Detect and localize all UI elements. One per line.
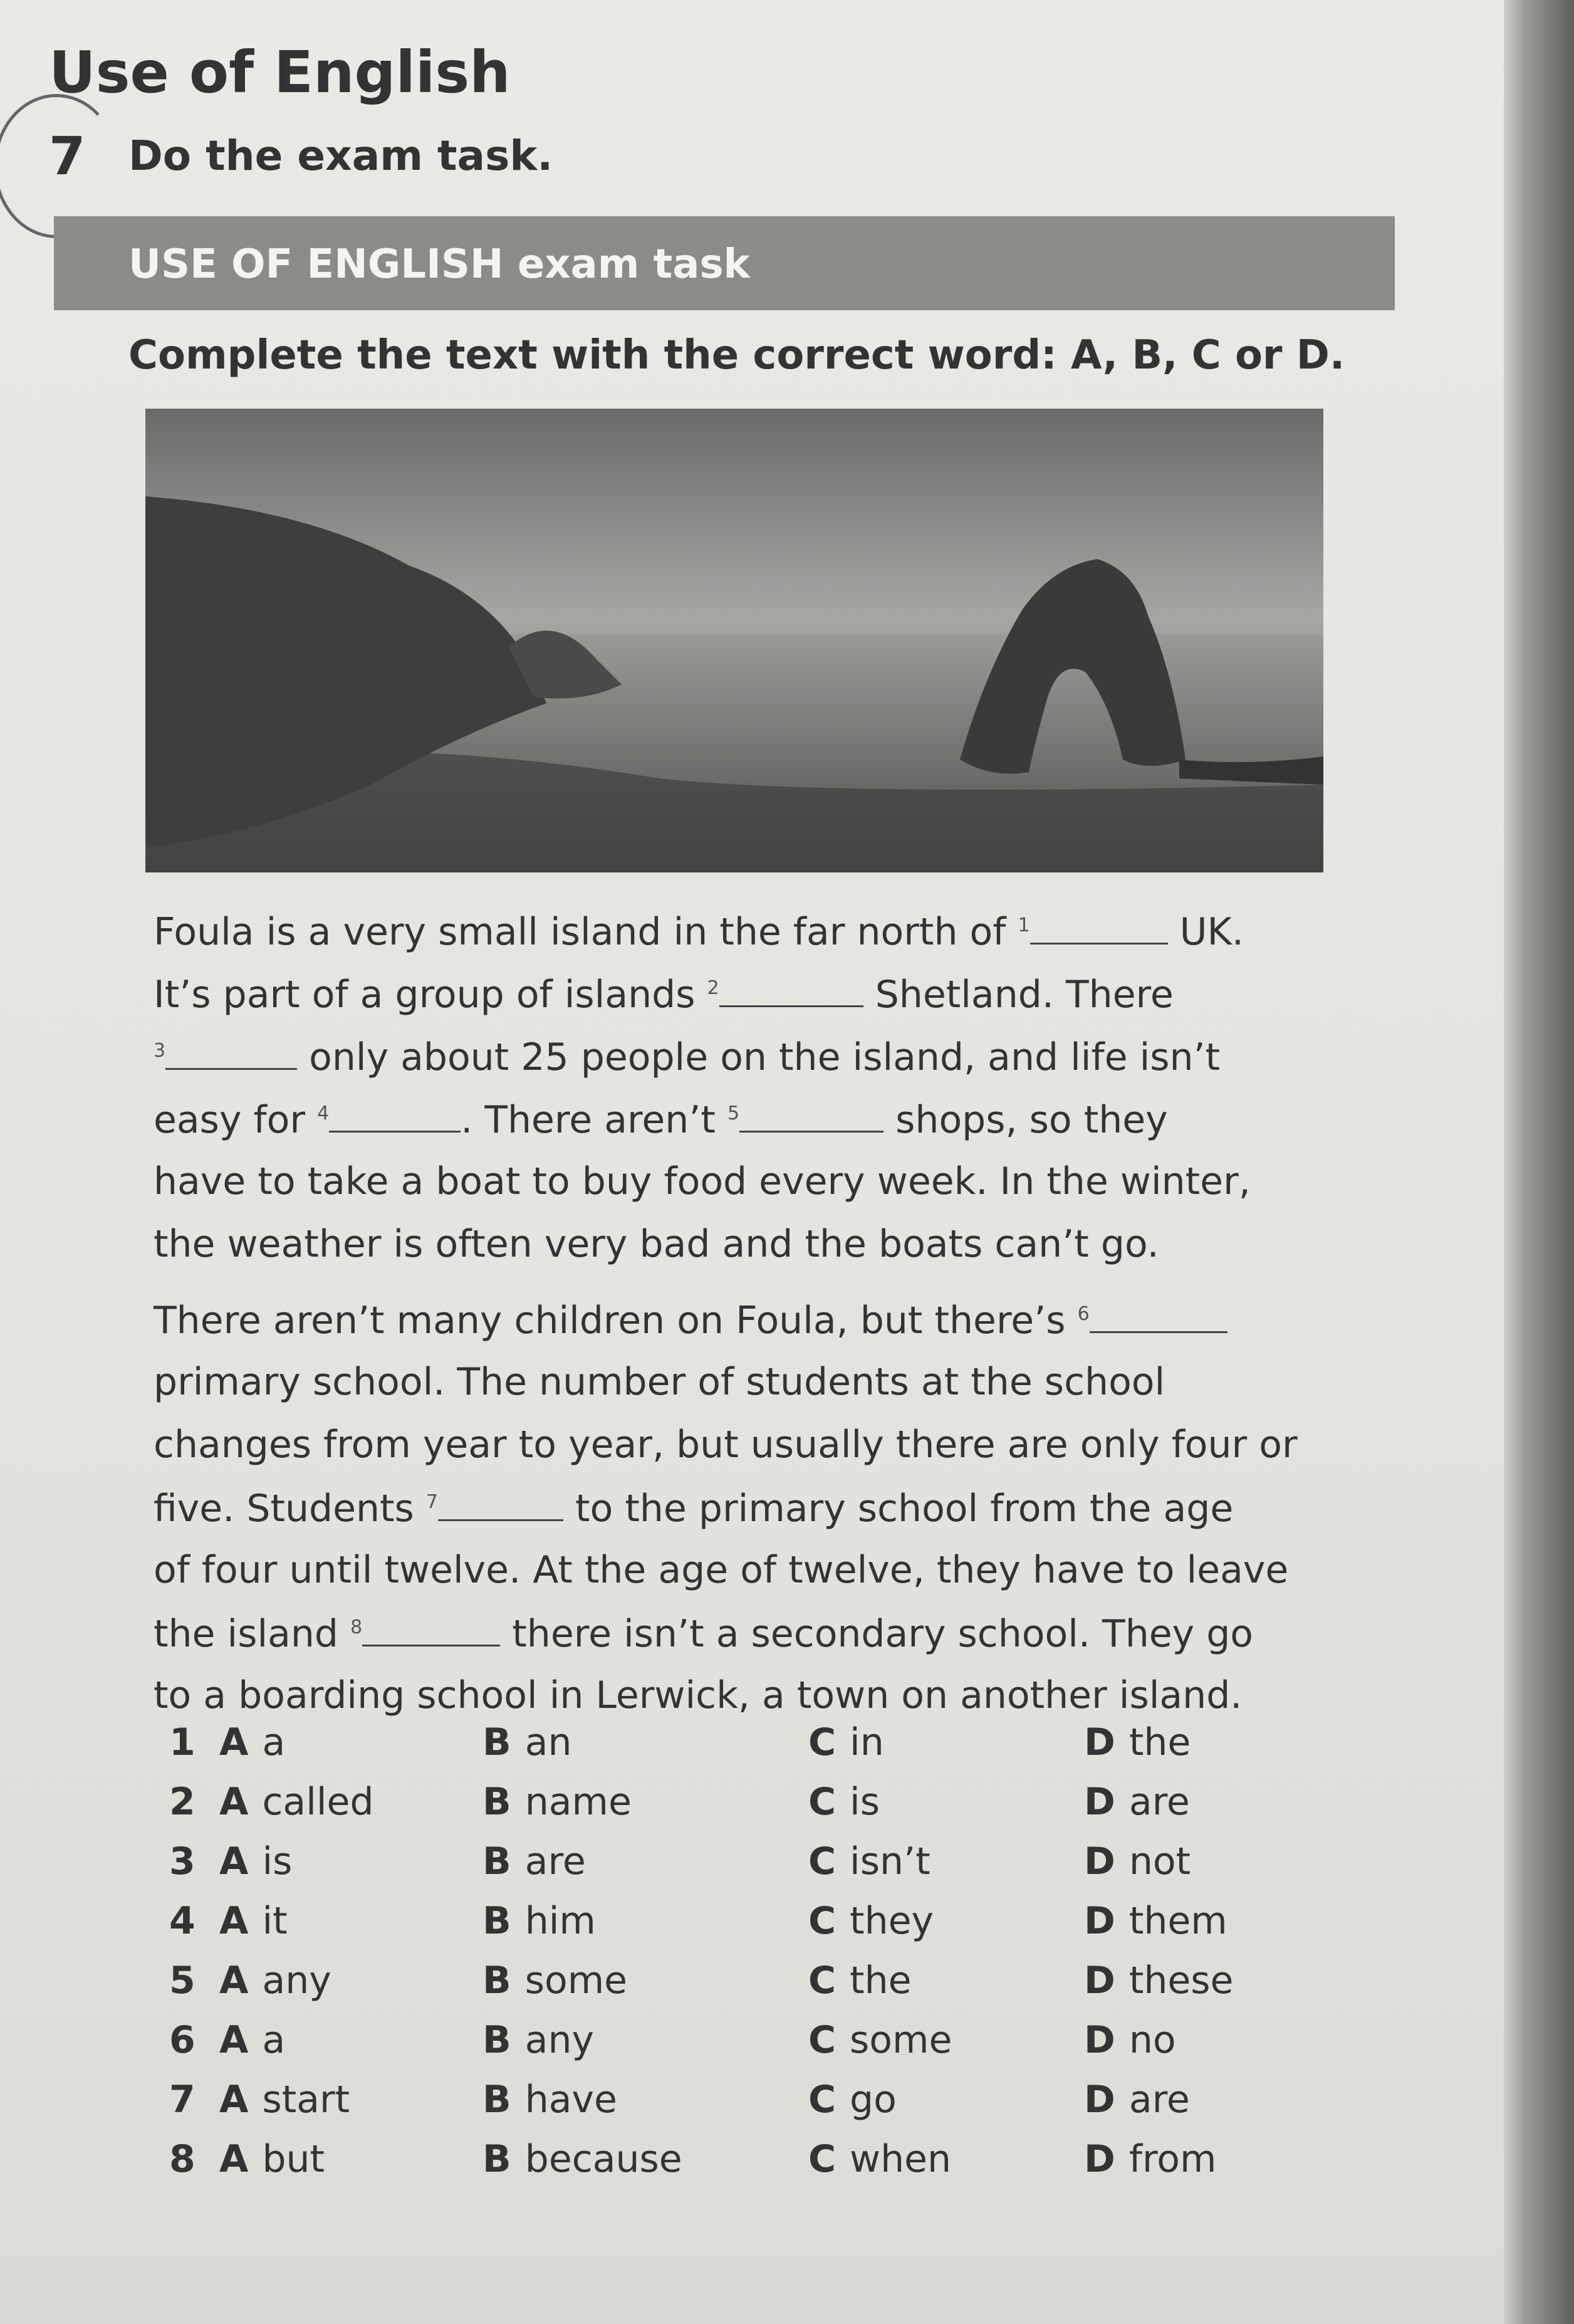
option-letter: D xyxy=(1084,1780,1115,1824)
option-c xyxy=(808,1840,930,1883)
option-b xyxy=(482,2078,617,2122)
text: It’s part of a group of islands xyxy=(154,973,707,1017)
option-letter: A xyxy=(219,1899,249,1943)
option-d xyxy=(1084,2078,1190,2122)
option-word: him xyxy=(524,1899,596,1943)
option-number: 1 xyxy=(169,1720,195,1764)
option-word: any xyxy=(262,1959,331,2002)
option-letter: D xyxy=(1084,2137,1115,2181)
option-letter: D xyxy=(1084,2078,1115,2122)
option-number: 2 xyxy=(169,1780,195,1824)
option-word: are xyxy=(1128,1780,1190,1824)
option-letter: A xyxy=(219,1780,249,1824)
option-d xyxy=(1084,2137,1216,2181)
option-number: 3 xyxy=(169,1840,195,1883)
option-letter: C xyxy=(808,2018,837,2062)
option-c xyxy=(808,1899,934,1943)
option-word: the xyxy=(1128,1720,1191,1764)
option-word: from xyxy=(1128,2137,1217,2181)
option-letter: B xyxy=(482,1959,511,2002)
option-word: isn’t xyxy=(850,1840,930,1883)
exercise-instruction: Complete the text with the correct word: A, B, C or D. xyxy=(128,332,1345,379)
option-word: some xyxy=(524,1959,628,2002)
option-b xyxy=(482,1720,572,1764)
option-b xyxy=(482,1840,586,1883)
option-b xyxy=(482,1899,596,1943)
passage-line xyxy=(154,1034,1220,1079)
gap-number: 6 xyxy=(1077,1303,1090,1325)
gap-blank xyxy=(739,1097,883,1133)
passage-line xyxy=(154,1297,1227,1343)
option-letter: D xyxy=(1084,1899,1115,1943)
passage-line xyxy=(154,1611,1253,1656)
option-c xyxy=(808,1959,912,2002)
passage-line xyxy=(154,1097,1168,1142)
option-b xyxy=(482,1959,627,2002)
text: to the primary school from the age xyxy=(563,1487,1234,1531)
section-title: Use of English xyxy=(49,39,511,106)
text: there isn’t a secondary school. They go xyxy=(500,1612,1254,1656)
option-a xyxy=(219,2018,285,2062)
passage-line: to a boarding school in Lerwick, a town on another island. xyxy=(154,1673,1243,1717)
option-a xyxy=(219,1840,292,1883)
option-number: 7 xyxy=(169,2078,195,2122)
option-word: some xyxy=(850,2018,952,2062)
option-word: these xyxy=(1128,1959,1234,2002)
option-word: in xyxy=(850,1720,884,1764)
option-word: a xyxy=(262,1720,286,1764)
option-d xyxy=(1084,1780,1190,1824)
gap-blank xyxy=(165,1034,297,1070)
option-b xyxy=(482,2018,594,2062)
option-c xyxy=(808,1720,884,1764)
photo-sea-arch-island-icon xyxy=(145,409,1323,872)
option-letter: A xyxy=(219,2137,249,2181)
island-photo xyxy=(145,409,1323,872)
option-d xyxy=(1084,2018,1176,2062)
text: five. Students xyxy=(154,1487,426,1531)
option-d xyxy=(1084,1959,1233,2002)
option-letter: A xyxy=(219,2018,249,2062)
gap-blank xyxy=(1030,909,1168,945)
option-word: name xyxy=(524,1780,632,1824)
option-letter: C xyxy=(808,2137,837,2181)
option-word: an xyxy=(524,1720,572,1764)
option-a xyxy=(219,1899,288,1943)
text: only about 25 people on the island, and life isn’t xyxy=(297,1035,1221,1079)
option-letter: C xyxy=(808,1720,837,1764)
option-word: because xyxy=(524,2137,682,2181)
option-letter: B xyxy=(482,1780,511,1824)
option-word: them xyxy=(1128,1899,1227,1943)
option-letter: D xyxy=(1084,1959,1115,2002)
text: easy for xyxy=(154,1098,318,1142)
option-letter: D xyxy=(1084,1840,1115,1883)
text: shops, so they xyxy=(883,1098,1168,1142)
passage-line: the weather is often very bad and the boats can’t go. xyxy=(154,1222,1159,1266)
passage-line: of four until twelve. At the age of twelve, they have to leave xyxy=(154,1548,1289,1592)
option-number: 4 xyxy=(169,1899,195,1943)
option-letter: C xyxy=(808,1780,837,1824)
option-word: any xyxy=(524,2018,595,2062)
option-b xyxy=(482,1780,632,1824)
option-d xyxy=(1084,1840,1191,1883)
option-a xyxy=(219,2078,350,2122)
option-a xyxy=(219,1780,374,1824)
option-word: when xyxy=(850,2137,952,2181)
gap-blank xyxy=(438,1485,563,1521)
option-letter: D xyxy=(1084,2018,1115,2062)
gap-number: 2 xyxy=(707,977,719,999)
option-word: go xyxy=(850,2078,897,2122)
passage-line xyxy=(154,909,1244,954)
gap-blank xyxy=(719,971,863,1007)
option-number: 8 xyxy=(169,2137,195,2181)
option-letter: B xyxy=(482,2137,511,2181)
option-word: not xyxy=(1128,1840,1191,1883)
option-word: have xyxy=(524,2078,617,2122)
text: UK. xyxy=(1167,910,1244,954)
passage-line xyxy=(154,971,1174,1017)
option-letter: D xyxy=(1084,1720,1115,1764)
option-letter: A xyxy=(219,1720,249,1764)
gap-blank xyxy=(362,1611,500,1646)
option-word: are xyxy=(1128,2078,1190,2122)
option-word: the xyxy=(850,1959,912,2002)
option-number: 6 xyxy=(169,2018,195,2062)
option-c xyxy=(808,2018,952,2062)
option-letter: B xyxy=(482,1720,511,1764)
gap-number: 7 xyxy=(425,1491,438,1513)
gap-blank xyxy=(1090,1297,1227,1333)
option-d xyxy=(1084,1720,1191,1764)
gap-number: 3 xyxy=(154,1040,166,1062)
option-letter: C xyxy=(808,1899,837,1943)
option-word: is xyxy=(262,1840,293,1883)
gap-number: 8 xyxy=(350,1616,363,1638)
text: Shetland. There xyxy=(863,973,1174,1017)
task-instruction: Do the exam task. xyxy=(128,132,553,180)
text: There aren’t many children on Foula, but there’s xyxy=(154,1299,1078,1343)
option-d xyxy=(1084,1899,1227,1943)
gap-number: 1 xyxy=(1018,914,1030,936)
passage-line: have to take a boat to buy food every week. In the winter, xyxy=(154,1159,1251,1203)
passage-line xyxy=(154,1485,1233,1531)
task-number: 7 xyxy=(49,125,86,187)
option-letter: C xyxy=(808,1840,837,1883)
option-word: they xyxy=(850,1899,934,1943)
text: the island xyxy=(154,1612,351,1656)
gap-blank xyxy=(329,1097,461,1133)
option-a xyxy=(219,2137,325,2181)
option-letter: C xyxy=(808,1959,837,2002)
option-word: called xyxy=(262,1780,374,1824)
option-letter: B xyxy=(482,2018,511,2062)
option-b xyxy=(482,2137,682,2181)
gap-number: 5 xyxy=(727,1102,740,1124)
option-c xyxy=(808,2137,951,2181)
option-number: 5 xyxy=(169,1959,195,2002)
gap-number: 4 xyxy=(317,1102,330,1124)
option-c xyxy=(808,2078,897,2122)
option-c xyxy=(808,1780,880,1824)
passage-line: primary school. The number of students at the school xyxy=(154,1360,1165,1404)
option-letter: B xyxy=(482,1899,511,1943)
option-word: start xyxy=(262,2078,350,2122)
option-word: are xyxy=(524,1840,586,1883)
page-edge xyxy=(1504,0,1574,2324)
option-word: no xyxy=(1128,2018,1176,2062)
option-letter: A xyxy=(219,1840,249,1883)
option-letter: A xyxy=(219,1959,249,2002)
option-word: is xyxy=(850,1780,880,1824)
option-letter: B xyxy=(482,1840,511,1883)
option-word: a xyxy=(262,2018,286,2062)
text: . There aren’t xyxy=(461,1098,727,1142)
option-word: but xyxy=(262,2137,325,2181)
option-word: it xyxy=(262,1899,288,1943)
exam-task-banner-label: USE OF ENGLISH exam task xyxy=(128,241,751,288)
option-letter: B xyxy=(482,2078,511,2122)
passage-line: changes from year to year, but usually there are only four or xyxy=(154,1423,1298,1467)
option-a xyxy=(219,1959,331,2002)
option-a xyxy=(219,1720,285,1764)
option-letter: C xyxy=(808,2078,837,2122)
option-letter: A xyxy=(219,2078,249,2122)
text: Foula is a very small island in the far north of xyxy=(154,910,1018,954)
